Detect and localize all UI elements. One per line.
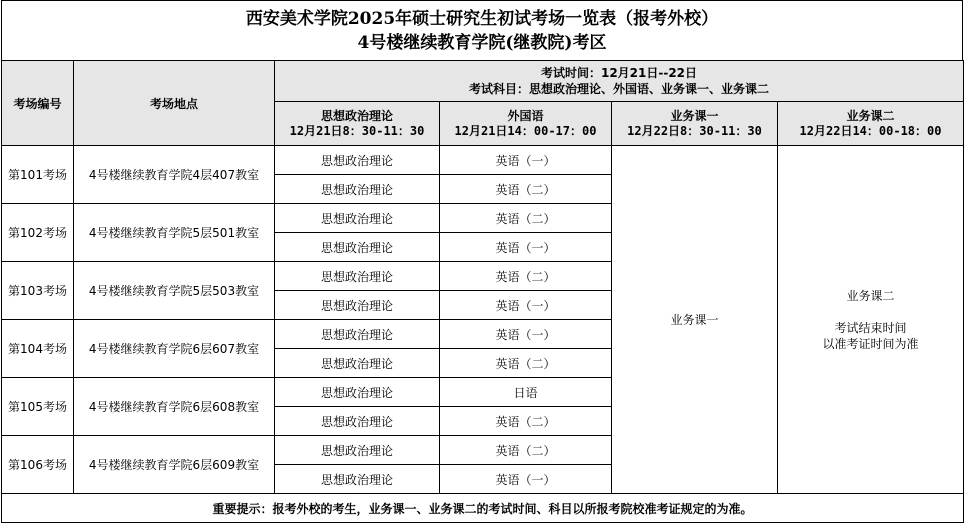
politics-cell: 思想政治理论 [275, 291, 440, 320]
room-number: 第106考场 [2, 436, 74, 494]
course1-merged-cell: 业务课一 [612, 146, 778, 494]
page-title: 西安美术学院2025年硕士研究生初试考场一览表（报考外校） [245, 9, 719, 29]
politics-cell: 思想政治理论 [275, 465, 440, 494]
room-location: 4号楼继续教育学院5层501教室 [74, 204, 275, 262]
language-cell: 英语（二） [440, 436, 612, 465]
language-cell: 英语（二） [440, 175, 612, 204]
language-cell: 英语（二） [440, 349, 612, 378]
politics-cell: 思想政治理论 [275, 378, 440, 407]
room-number: 第102考场 [2, 204, 74, 262]
politics-cell: 思想政治理论 [275, 436, 440, 465]
title-block [1, 0, 963, 60]
exam-room-table [1, 60, 964, 523]
room-location: 4号楼继续教育学院5层503教室 [74, 262, 275, 320]
politics-cell: 思想政治理论 [275, 204, 440, 233]
room-number: 第103考场 [2, 262, 74, 320]
room-number: 第101考场 [2, 146, 74, 204]
course2-label: 业务课二 [846, 288, 895, 303]
politics-cell: 思想政治理论 [275, 175, 440, 204]
course2-note-line2: 以准考证时间为准 [822, 336, 919, 351]
header-location: 考场地点 [74, 61, 275, 146]
footer-row [2, 494, 964, 523]
header-subject-politics: 思想政治理论 12月21日8：30-11：30 [275, 102, 440, 146]
header-subject-course2: 业务课二 12月22日14：00-18：00 [778, 102, 964, 146]
header-exam-info [275, 61, 964, 102]
room-number: 第104考场 [2, 320, 74, 378]
course2-merged-cell [778, 146, 964, 494]
language-cell: 日语 [440, 378, 612, 407]
course2-note-line1: 考试结束时间 [834, 320, 907, 335]
politics-cell: 思想政治理论 [275, 407, 440, 436]
language-cell: 英语（一） [440, 465, 612, 494]
politics-cell: 思想政治理论 [275, 320, 440, 349]
table-row [2, 146, 964, 175]
spacer [778, 304, 963, 320]
room-location: 4号楼继续教育学院4层407教室 [74, 146, 275, 204]
politics-cell: 思想政治理论 [275, 349, 440, 378]
header-room-no: 考场编号 [2, 61, 74, 146]
politics-cell: 思想政治理论 [275, 146, 440, 175]
language-cell: 英语（二） [440, 262, 612, 291]
room-location: 4号楼继续教育学院6层608教室 [74, 378, 275, 436]
politics-cell: 思想政治理论 [275, 262, 440, 291]
room-number: 第105考场 [2, 378, 74, 436]
politics-cell: 思想政治理论 [275, 233, 440, 262]
room-location: 4号楼继续教育学院6层607教室 [74, 320, 275, 378]
language-cell: 英语（一） [440, 146, 612, 175]
language-cell: 英语（一） [440, 320, 612, 349]
header-exam-time: 考试时间：12月21日--22日 [540, 66, 698, 80]
header-exam-subjects: 考试科目：思想政治理论、外国语、业务课一、业务课二 [469, 82, 770, 96]
header-subject-course1: 业务课一 12月22日8：30-11：30 [612, 102, 778, 146]
footer-note: 重要提示：报考外校的考生，业务课一、业务课二的考试时间、科目以所报考院校准考证规定的为准。 [2, 494, 964, 523]
header-subject-language: 外国语 12月21日14：00-17：00 [440, 102, 612, 146]
language-cell: 英语（一） [440, 233, 612, 262]
language-cell: 英语（一） [440, 291, 612, 320]
room-location: 4号楼继续教育学院6层609教室 [74, 436, 275, 494]
page-subtitle: 4号楼继续教育学院(继教院)考区 [357, 33, 607, 53]
language-cell: 英语（二） [440, 407, 612, 436]
language-cell: 英语（二） [440, 204, 612, 233]
